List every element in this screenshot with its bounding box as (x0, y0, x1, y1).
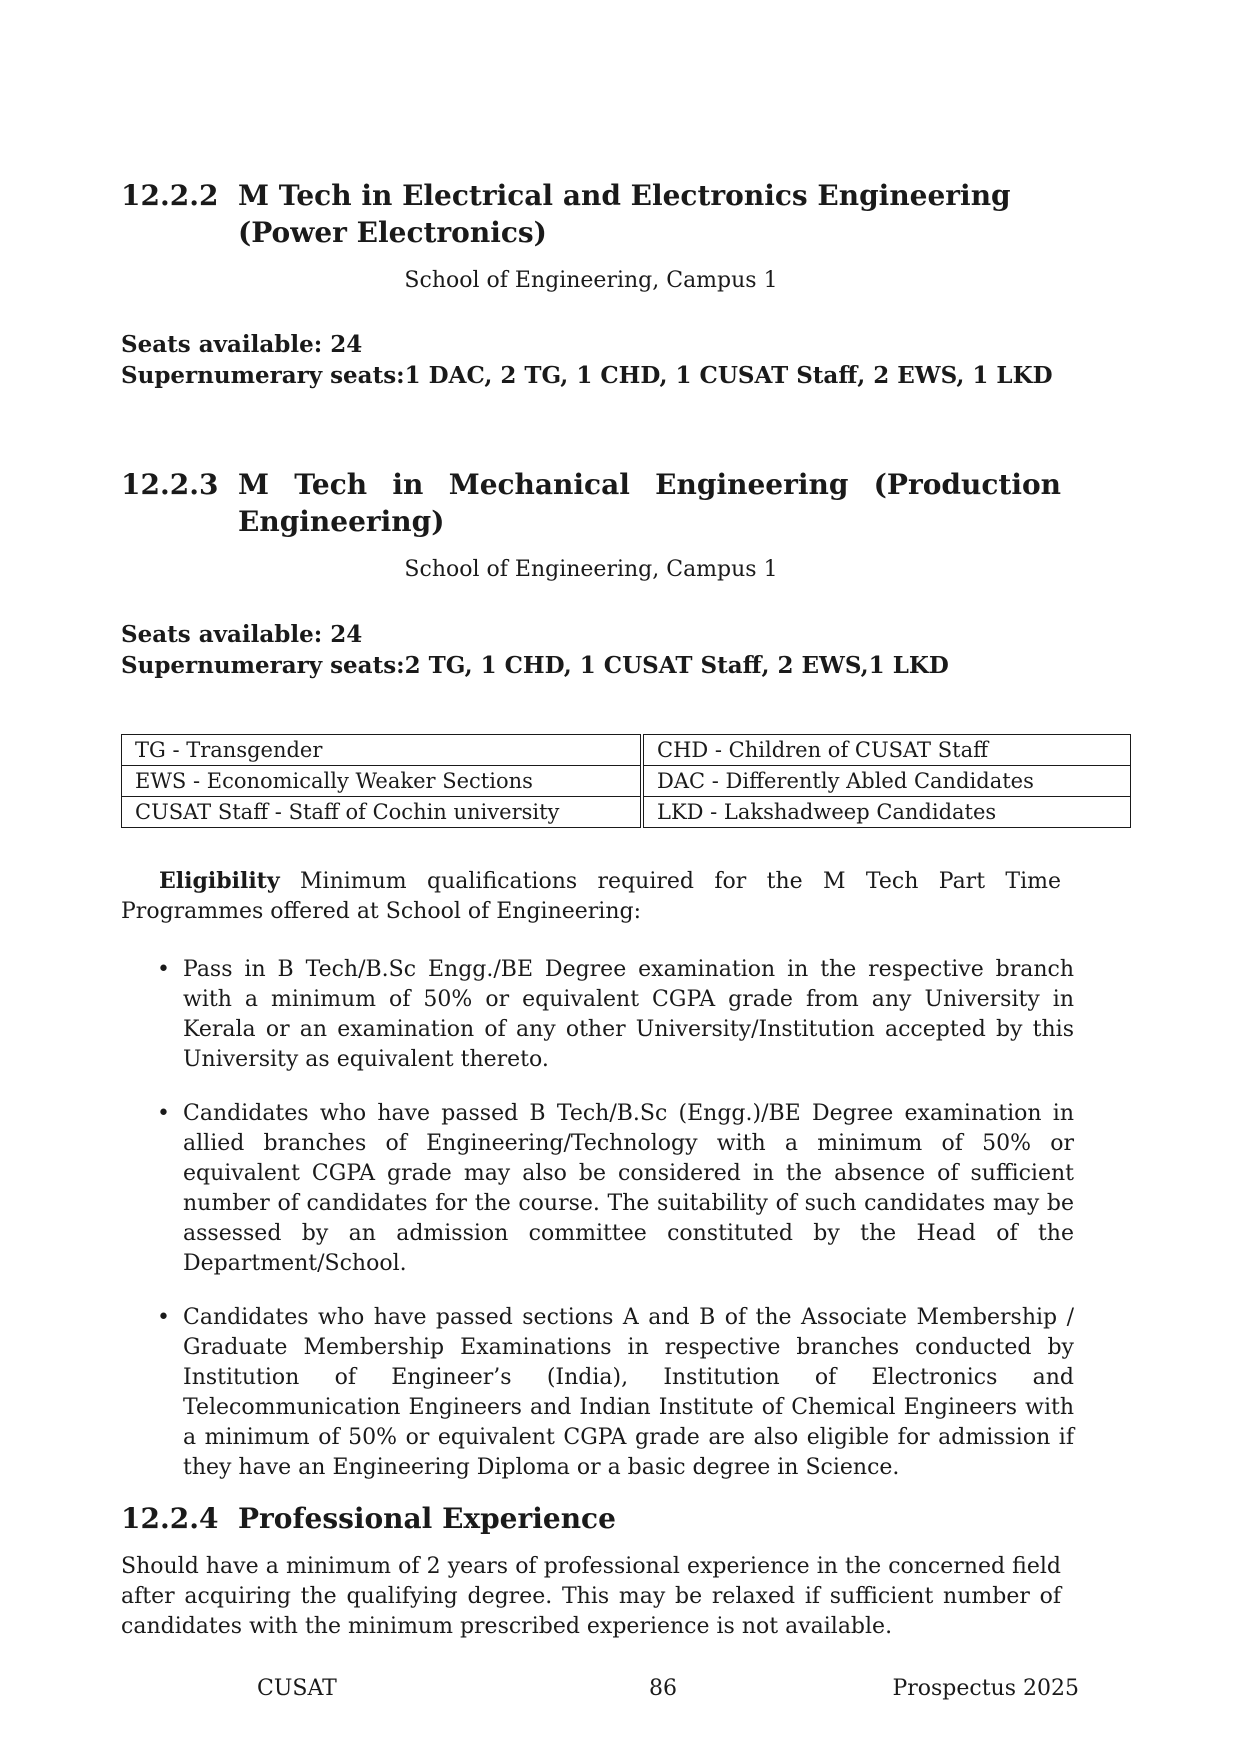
list-item (121, 955, 1074, 1075)
section-number: 12.2.3 (121, 468, 219, 501)
table-row (122, 735, 1131, 766)
list-item-text: Candidates who have passed B Tech/B.Sc (Engg.)/BE Degree examination in allied branches of Engineering/Technology with a minimum of 50% or equivalent CGPA grade may also be considered in the absence of sufficient number of candidates for the course. The suitability of such candidates may be assessed by an admission committee constituted by the Head of the Department/School. (183, 1101, 1074, 1276)
document-page (121, 0, 1079, 1754)
list-item (121, 1099, 1074, 1279)
table-cell: CUSAT Staff - Staff of Cochin university (122, 797, 643, 828)
table-cell: TG - Transgender (122, 735, 643, 766)
abbreviation-table (121, 734, 1131, 828)
table-row (122, 797, 1131, 828)
campus-label: School of Engineering, Campus 1 (404, 268, 778, 293)
table-cell: CHD - Children of CUSAT Staff (642, 735, 1131, 766)
section-number: 12.2.2 (121, 179, 219, 212)
list-item (121, 1303, 1074, 1483)
campus-label: School of Engineering, Campus 1 (404, 557, 778, 582)
table-cell: EWS - Economically Weaker Sections (122, 766, 643, 797)
page-number: 86 (649, 1676, 677, 1701)
section-title: Professional Experience (238, 1502, 616, 1535)
seats-available: Seats available: 24 (121, 331, 363, 358)
table-cell: DAC - Differently Abled Candidates (642, 766, 1131, 797)
eligibility-paragraph (121, 866, 1061, 927)
eligibility-list (121, 955, 1074, 1507)
bullet-icon: • (157, 957, 170, 982)
list-item-text: Candidates who have passed sections A and B of the Associate Membership / Graduate Membership Examinations in respective branches conducted by Institution of Engineer’s (India), Institution of Electronics and Telecommunication Engineers and Indian Institute of Chemical Engineers with a minimum of 50% or equivalent CGPA grade are also eligible for admission if they have an Engineering Diploma or a basic degree in Science. (183, 1305, 1074, 1480)
section-title: M Tech in Mechanical Engineering (Production Engineering) (238, 468, 1061, 538)
list-item-text: Pass in B Tech/B.Sc Engg./BE Degree examination in the respective branch with a minimum of 50% or equivalent CGPA grade from any University in Kerala or an examination of any other University/Institution accepted by this University as equivalent thereto. (183, 957, 1074, 1072)
eligibility-text: Minimum qualifications required for the M Tech Part Time Programmes offered at School of Engineering: (121, 869, 1061, 924)
footer-left: CUSAT (257, 1676, 337, 1701)
professional-experience-text: Should have a minimum of 2 years of professional experience in the concerned field after acquiring the qualifying degree. This may be relaxed if sufficient number of candidates with the minimum prescribed experience is not available. (121, 1554, 1061, 1639)
supernumerary-seats: Supernumerary seats:2 TG, 1 CHD, 1 CUSAT Staff, 2 EWS,1 LKD (121, 652, 949, 679)
table-cell: LKD - Lakshadweep Candidates (642, 797, 1131, 828)
eligibility-heading: Eligibility (159, 868, 280, 894)
section-heading-12-2-4 (121, 1500, 1061, 1537)
bullet-icon: • (157, 1101, 170, 1126)
section-heading-12-2-3 (121, 466, 1061, 540)
section-number: 12.2.4 (121, 1502, 219, 1535)
supernumerary-seats: Supernumerary seats:1 DAC, 2 TG, 1 CHD, 1 CUSAT Staff, 2 EWS, 1 LKD (121, 362, 1053, 389)
seats-available: Seats available: 24 (121, 621, 363, 648)
footer-right: Prospectus 2025 (892, 1676, 1079, 1701)
section-title: M Tech in Electrical and Electronics Engineering (Power Electronics) (238, 179, 1011, 249)
section-heading-12-2-2 (121, 177, 1061, 251)
bullet-icon: • (157, 1305, 170, 1330)
table-row (122, 766, 1131, 797)
